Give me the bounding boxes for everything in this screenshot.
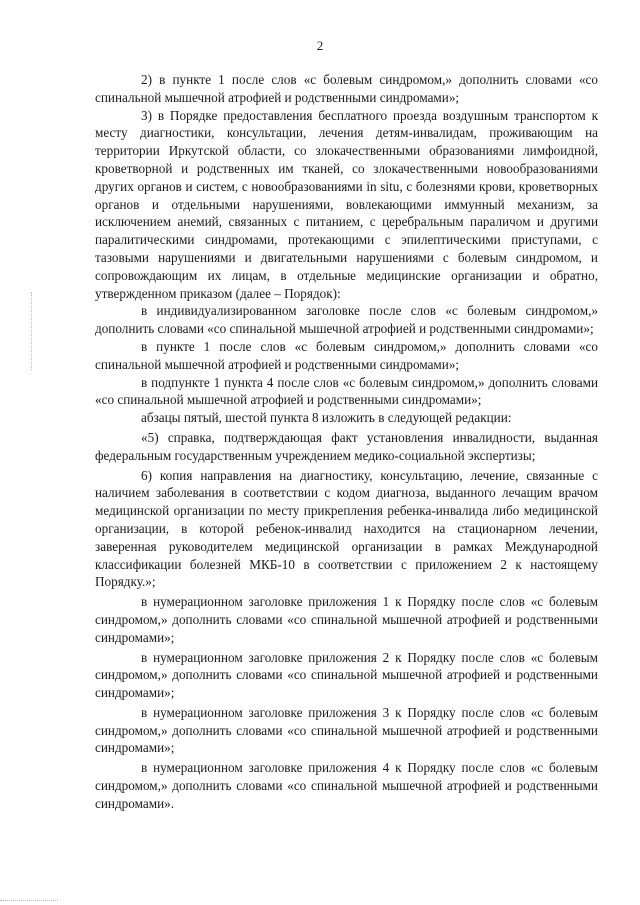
scan-bottom-mark [0,900,58,902]
paragraph-item-3-order: 3) в Порядке предоставления бесплатного проезда воздушным транспортом к месту диагностики, консультации, лечения детям-инвалидам, проживающим на территории Иркутской области, со злокачественными образованиями лимфоидной, кроветворной и родственных им тканей, со злокачественными новообразованиями других органов и систем, с новообразованиями in situ, с болезнями крови, кроветворных органов и отдельными нарушениями, вовлекающими иммунный механизм, за исключением анемий, связанных с питанием, с церебральным параличом и другими паралитическими синдромами, протекающими с эпилептическими приступами, с тазовыми нарушениями и двигательными нарушениями с болевым синдромом, и сопровождающим их лицам, в отдельные медицинские организации и обратно, утвержденном приказом (далее – Порядок): [95,107,598,301]
paragraph-appendix-4: в нумерационном заголовке приложения 4 к Порядку после слов «с болевым синдромом,» дополнить словами «со спинальной мышечной атрофией и родственными синдромами». [95,760,598,811]
paragraph-point-1: в пункте 1 после слов «с болевым синдромом,» дополнить словами «со спинальной мышечной атрофией и родственными синдромами»; [95,338,598,372]
paragraph-individual-heading: в индивидуализированном заголовке после слов «с болевым синдромом,» дополнить словами «со спинальной мышечной атрофией и родственными синдромами»; [95,303,598,337]
paragraph-appendix-2: в нумерационном заголовке приложения 2 к Порядку после слов «с болевым синдромом,» дополнить словами «со спинальной мышечной атрофией и родственными синдромами»; [95,649,598,701]
paragraph-subpoint-4-1: в подпункте 1 пункта 4 после слов «с болевым синдромом,» дополнить словами «со спинальной мышечной атрофией и родственными синдромами»; [95,374,598,408]
paragraph-quoted-5: «5) справка, подтверждающая факт установления инвалидности, выданная федеральным государственным учреждением медико-социальной экспертизы; [95,429,598,463]
document-body [95,71,598,813]
scan-margin-mark [31,292,33,370]
paragraph-appendix-1: в нумерационном заголовке приложения 1 к Порядку после слов «с болевым синдромом,» дополнить словами «со спинальной мышечной атрофией и родственными синдромами»; [95,594,598,645]
paragraph-appendix-3: в нумерационном заголовке приложения 3 к Порядку после слов «с болевым синдромом,» дополнить словами «со спинальной мышечной атрофией и родственными синдромами»; [95,704,598,756]
paragraph-item-2: 2) в пункте 1 после слов «с болевым синдромом,» дополнить словами «со спинальной мышечной атрофией и родственными синдромами»; [95,72,598,105]
paragraph-quoted-6: 6) копия направления на диагностику, консультацию, лечение, связанные с наличием заболевания в соответствии с кодом диагноза, выданного лечащим врачом медицинской организации по месту прикрепления ребенка-инвалида либо медицинской организации, в которой ребенок-инвалид находится на стационарном лечении, заверенная руководителем медицинской организации в рамках Международной классификации болезней МКБ-10 в соответствии с приложением 2 к настоящему Порядку.»; [95,467,598,590]
page-number: 2 [316,38,324,53]
paragraph-point-8-intro: абзацы пятый, шестой пункта 8 изложить в следующей редакции: [141,410,512,426]
